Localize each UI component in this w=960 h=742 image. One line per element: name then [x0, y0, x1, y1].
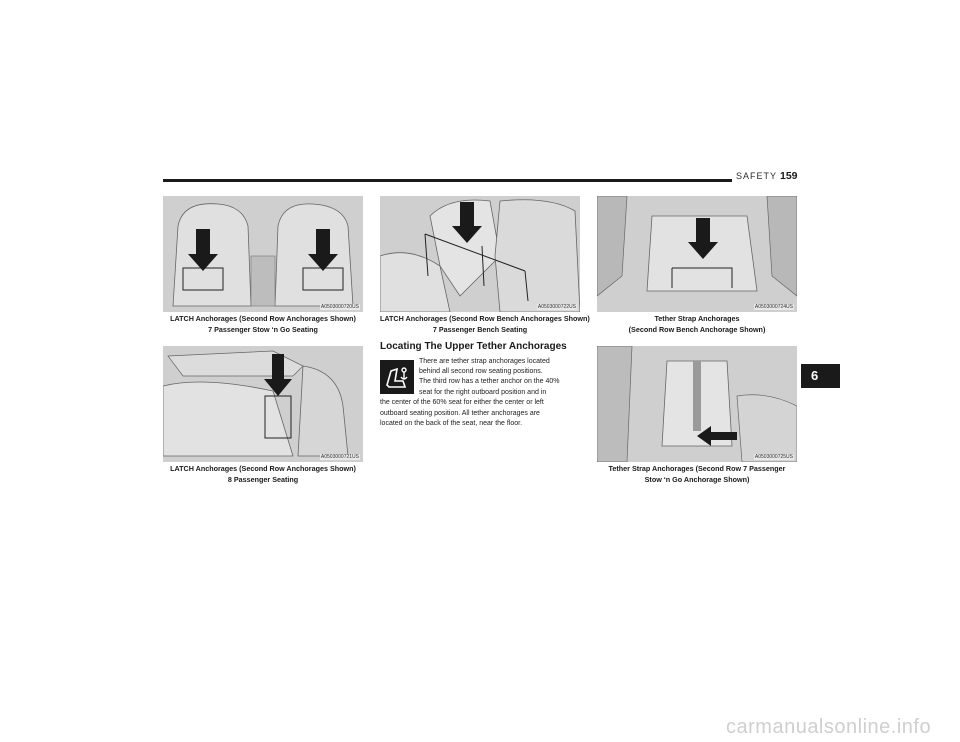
section-title: Locating The Upper Tether Anchorages — [380, 341, 567, 352]
illustration-seats-stow-n-go — [163, 196, 363, 312]
section-body-line: seat for the right outboard position and in — [419, 389, 547, 396]
figure-caption — [163, 313, 363, 335]
caption-line: LATCH Anchorages (Second Row Bench Anchorages Shown) — [380, 314, 590, 323]
figure-code: A0503000722US — [537, 304, 576, 310]
figure-caption — [380, 313, 590, 335]
figure-latch-8-passenger — [163, 346, 363, 462]
section-body-line: the center of the 60% seat for either the center or left — [380, 399, 544, 406]
figure-caption — [597, 313, 797, 335]
figure-caption — [163, 463, 363, 485]
section-body-line: outboard seating position. All tether anchorages are — [380, 410, 540, 417]
section-body-line: The third row has a tether anchor on the 40% — [419, 378, 560, 385]
caption-line: LATCH Anchorages (Second Row Anchorages Shown) — [170, 464, 356, 473]
caption-line: 7 Passenger Stow ‘n Go Seating — [208, 325, 318, 334]
figure-code: A0503000720US — [320, 304, 359, 310]
figure-latch-stow-n-go — [163, 196, 363, 312]
figure-caption — [597, 463, 797, 485]
watermark: carmanualsonline.info — [726, 716, 932, 738]
section-body-line: There are tether strap anchorages located — [419, 358, 550, 365]
figure-tether-stow-n-go — [597, 346, 797, 462]
child-seat-tether-icon — [380, 360, 414, 394]
header-section-name: SAFETY — [736, 171, 778, 181]
header-rule — [163, 179, 728, 182]
illustration-seats-8-passenger — [163, 346, 363, 462]
page-number: 159 — [780, 170, 798, 182]
figure-tether-bench — [597, 196, 797, 312]
section-body-line: behind all second row seating positions. — [419, 368, 543, 375]
figure-code: A0503000725US — [754, 454, 793, 460]
caption-line: 7 Passenger Bench Seating — [432, 325, 528, 334]
illustration-bench-seat — [380, 196, 580, 312]
figure-latch-bench — [380, 196, 580, 312]
caption-line: (Second Row Bench Anchorage Shown) — [628, 325, 766, 334]
caption-line: Tether Strap Anchorages — [654, 314, 740, 323]
figure-code: A0503000721US — [320, 454, 359, 460]
caption-line: Stow ‘n Go Anchorage Shown) — [644, 475, 750, 484]
caption-line: LATCH Anchorages (Second Row Anchorages Shown) — [170, 314, 356, 323]
chapter-tab: 6 — [801, 364, 840, 388]
illustration-stow-n-go-seat-back — [597, 346, 797, 462]
caption-line: 8 Passenger Seating — [227, 475, 299, 484]
figure-code: A0503000724US — [754, 304, 793, 310]
illustration-bench-seat-back — [597, 196, 797, 312]
caption-line: Tether Strap Anchorages (Second Row 7 Passenger — [608, 464, 786, 473]
header-rule-end — [728, 179, 732, 182]
section-body-line: located on the back of the seat, near the floor. — [380, 420, 523, 427]
